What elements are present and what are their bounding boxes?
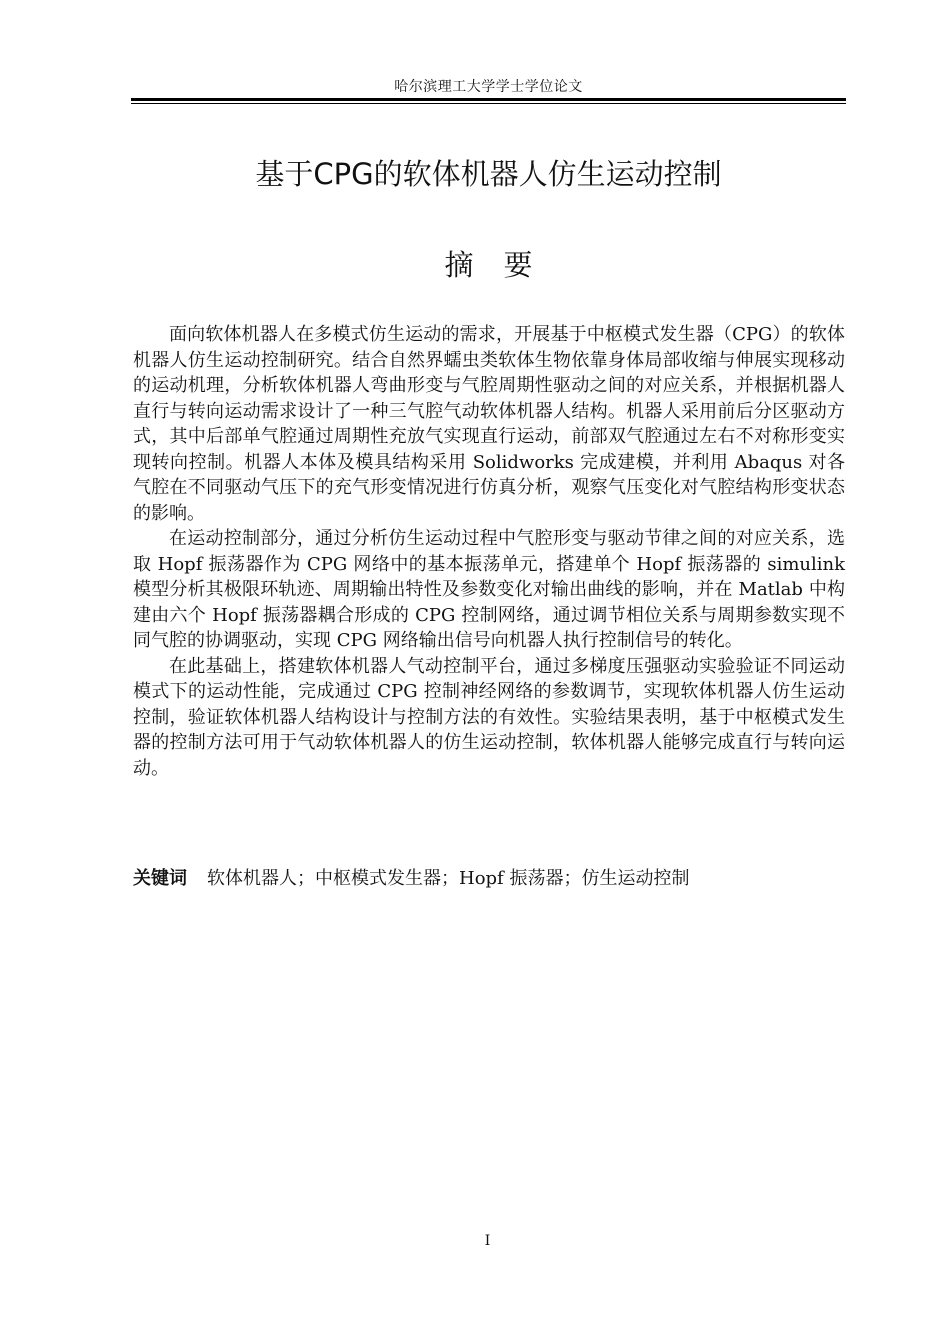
- abstract-paragraph-1: 面向软体机器人在多模式仿生运动的需求，开展基于中枢模式发生器（CPG）的软体机器人仿生运动控制研究。结合自然界蠕虫类软体生物依靠身体局部收缩与伸展实现移动的运动机理，分析软体机器人弯曲形变与气腔周期性驱动之间的对应关系，并根据机器人直行与转向运动需求设计了一种三气腔气动软体机器人结构。机器人采用前后分区驱动方式，其中后部单气腔通过周期性充放气实现直行运动，前部双气腔通过左右不对称形变实现转向控制。机器人本体及模具结构采用 Solidworks 完成建模，并利用 Abaqus 对各气腔在不同驱动气压下的充气形变情况进行仿真分析，观察气压变化对气腔结构形变状态的影响。: [133, 324, 845, 524]
- running-header: 哈尔滨理工大学学士学位论文: [394, 79, 583, 95]
- keywords-text: 软体机器人；中枢模式发生器；Hopf 振荡器；仿生运动控制: [207, 868, 690, 889]
- header-rule-thick: [131, 98, 846, 101]
- page-number: I: [484, 1233, 491, 1249]
- header-rule-thin: [131, 103, 846, 104]
- keywords-label: 关键词: [133, 868, 187, 889]
- abstract-heading: 摘要: [444, 248, 563, 282]
- abstract-paragraph-2: 在运动控制部分，通过分析仿生运动过程中气腔形变与驱动节律之间的对应关系，选取 Hopf 振荡器作为 CPG 网络中的基本振荡单元，搭建单个 Hopf 振荡器的 simulink 模型分析其极限环轨迹、周期输出特性及参数变化对输出曲线的影响，并在 Matlab 中构建由六个 Hopf 振荡器耦合形成的 CPG 控制网络，通过调节相位关系与周期参数实现不同气腔的协调驱动，实现 CPG 网络输出信号向机器人执行控制信号的转化。: [133, 528, 845, 651]
- thesis-title: 基于CPG的软体机器人仿生运动控制: [255, 157, 722, 191]
- abstract-body: [133, 322, 845, 781]
- keywords-line: [133, 866, 845, 892]
- abstract-paragraph-3: 在此基础上，搭建软体机器人气动控制平台，通过多梯度压强驱动实验验证不同运动模式下的运动性能，完成通过 CPG 控制神经网络的参数调节，实现软体机器人仿生运动控制，验证软体机器人结构设计与控制方法的有效性。实验结果表明，基于中枢模式发生器的控制方法可用于气动软体机器人的仿生运动控制，软体机器人能够完成直行与转向运动。: [133, 655, 845, 779]
